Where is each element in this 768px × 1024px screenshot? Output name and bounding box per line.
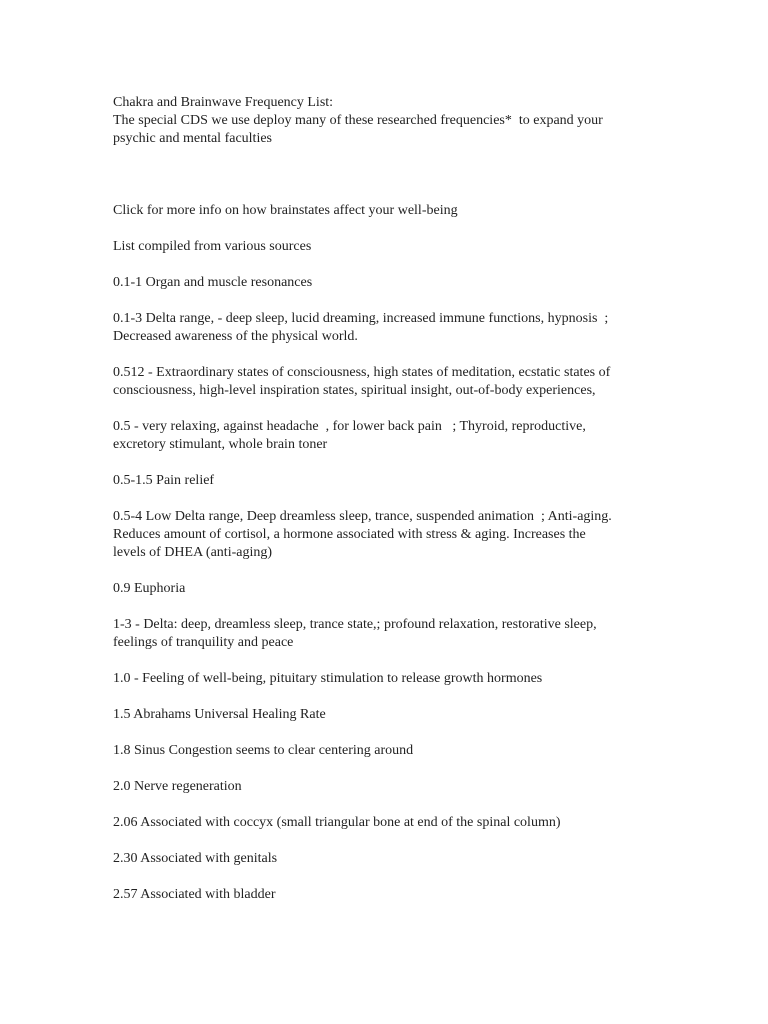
intro-line-1: The special CDS we use deploy many of these researched frequencies* to expand your bbox=[113, 113, 603, 128]
frequency-entry-line: 0.9 Euphoria bbox=[113, 581, 186, 596]
frequency-entry bbox=[113, 706, 673, 724]
frequency-entry-line: 0.1-3 Delta range, - deep sleep, lucid dreaming, increased immune functions, hypnosis ; bbox=[113, 311, 609, 326]
document-body bbox=[113, 94, 673, 922]
frequency-entry-line: Reduces amount of cortisol, a hormone associated with stress & aging. Increases the bbox=[113, 527, 586, 542]
frequency-entry-line: 2.57 Associated with bladder bbox=[113, 887, 276, 902]
frequency-entry-line: consciousness, high-level inspiration states, spiritual insight, out-of-body experiences, bbox=[113, 383, 596, 398]
frequency-entry bbox=[113, 778, 673, 796]
frequency-entry bbox=[113, 814, 673, 832]
document-title: Chakra and Brainwave Frequency List: bbox=[113, 95, 334, 110]
frequency-entry-line: Decreased awareness of the physical world. bbox=[113, 329, 358, 344]
frequency-entry bbox=[113, 418, 673, 454]
frequency-entry bbox=[113, 742, 673, 760]
frequency-entry-line: 2.30 Associated with genitals bbox=[113, 851, 278, 866]
frequency-entry-line: 2.06 Associated with coccyx (small triangular bone at end of the spinal column) bbox=[113, 815, 561, 830]
frequency-entry bbox=[113, 850, 673, 868]
frequency-entry-line: levels of DHEA (anti-aging) bbox=[113, 545, 273, 560]
frequency-entry bbox=[113, 274, 673, 292]
frequency-entry bbox=[113, 472, 673, 490]
frequency-entry bbox=[113, 508, 673, 562]
frequency-entry bbox=[113, 364, 673, 400]
frequency-entry-line: 0.512 - Extraordinary states of consciousness, high states of meditation, ecstatic states of bbox=[113, 365, 611, 380]
header-block bbox=[113, 94, 673, 148]
frequency-entry-line: 1.0 - Feeling of well-being, pituitary stimulation to release growth hormones bbox=[113, 671, 543, 686]
frequency-entry bbox=[113, 616, 673, 652]
frequency-entry-line: 1-3 - Delta: deep, dreamless sleep, trance state,; profound relaxation, restorative sleep, bbox=[113, 617, 597, 632]
info-link[interactable]: Click for more info on how brainstates affect your well-being bbox=[113, 203, 458, 218]
frequency-entry-line: 1.5 Abrahams Universal Healing Rate bbox=[113, 707, 326, 722]
frequency-entry bbox=[113, 310, 673, 346]
frequency-entry-line: 2.0 Nerve regeneration bbox=[113, 779, 242, 794]
frequency-entry-line: 0.1-1 Organ and muscle resonances bbox=[113, 275, 313, 290]
intro-line-2: psychic and mental faculties bbox=[113, 131, 272, 146]
compiled-note: List compiled from various sources bbox=[113, 239, 312, 254]
frequency-list bbox=[113, 274, 673, 904]
frequency-entry bbox=[113, 580, 673, 598]
frequency-entry bbox=[113, 886, 673, 904]
frequency-entry-line: 0.5 - very relaxing, against headache , for lower back pain ; Thyroid, reproductive, bbox=[113, 419, 586, 434]
frequency-entry bbox=[113, 670, 673, 688]
frequency-entry-line: 0.5-1.5 Pain relief bbox=[113, 473, 215, 488]
frequency-entry-line: feelings of tranquility and peace bbox=[113, 635, 294, 650]
frequency-entry-line: 0.5-4 Low Delta range, Deep dreamless sleep, trance, suspended animation ; Anti-aging. bbox=[113, 509, 612, 524]
frequency-entry-line: excretory stimulant, whole brain toner bbox=[113, 437, 328, 452]
frequency-entry-line: 1.8 Sinus Congestion seems to clear centering around bbox=[113, 743, 414, 758]
